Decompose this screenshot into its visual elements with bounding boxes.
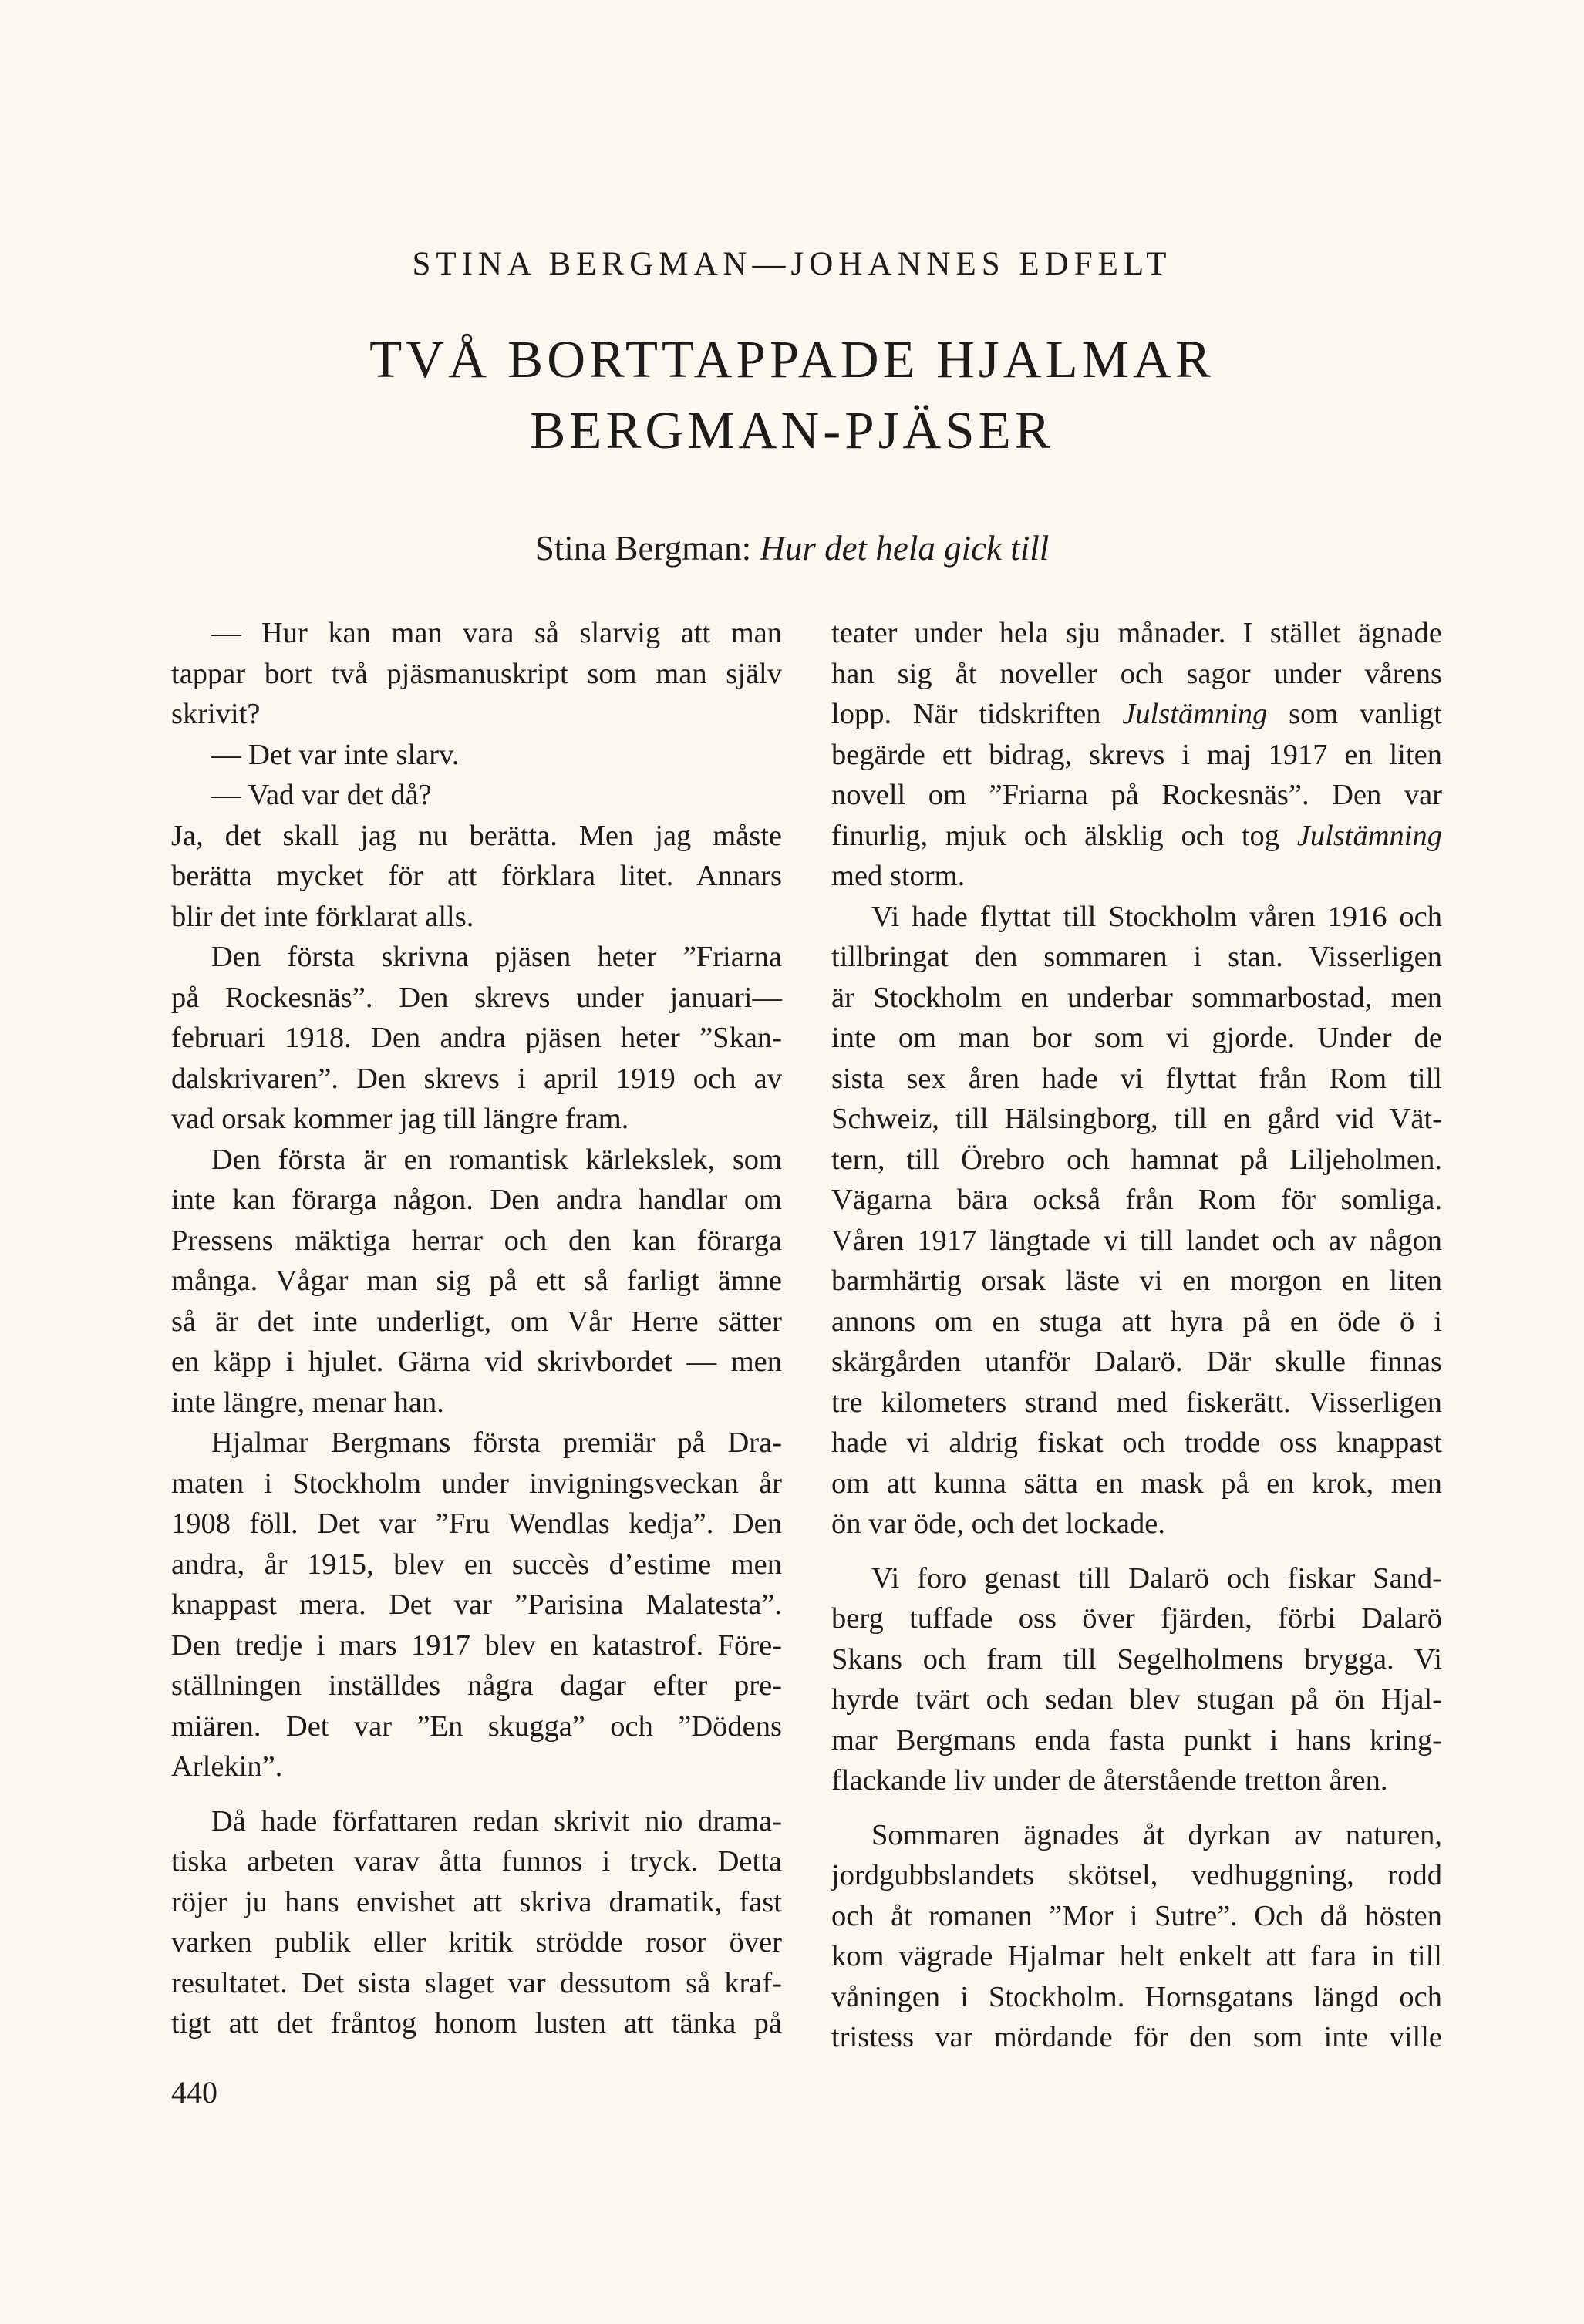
text-line: ställningen inställdes några dagar efter pre- [171,1669,782,1702]
page-number: 440 [171,2075,217,2110]
text-line: med storm. [831,860,966,892]
italic-title: Julstämning [1122,698,1268,730]
text-line: Då hade författaren redan skrivit nio drama- [211,1804,782,1837]
text-line: Den tredje i mars 1917 blev en katastrof. Före- [171,1628,782,1662]
italic-title: Julstämning [1296,819,1442,852]
text-line: skrivit? [171,698,261,730]
authors-heading: STINA BERGMAN—JOHANNES EDFELT [412,246,1172,282]
text-line: hyrde tvärt och sedan blev stugan på ön Hjal- [831,1683,1442,1716]
text-line: skärgården utanför Dalarö. Där skulle finnas [831,1346,1442,1378]
text-line: tiska arbeten varav åtta funnos i tryck. Detta [171,1845,782,1878]
text-line: så är det inte underligt, om Vår Herre sätter [171,1305,782,1338]
text-line: lopp. När tidskriften Julstämning som vanligt [831,698,1443,730]
text-line: annons om en stuga att hyra på en öde ö i [831,1305,1442,1338]
text-line: Schweiz, till Hälsingborg, till en gård vid Vät- [831,1103,1442,1135]
text-line: Våren 1917 längtade vi till landet och av någon [831,1224,1442,1257]
paragraph [171,937,782,1140]
text-line: på Rockesnäs”. Den skrevs under januari— [171,981,782,1014]
text-line: Vi foro genast till Dalarö och fiskar Sand- [871,1561,1442,1595]
text-line: resultatet. Det sista slaget var dessutom så kraf- [171,1966,782,1999]
paragraph [831,1815,1442,2058]
text-line: inte om man bor som vi gjorde. Under de [831,1022,1442,1054]
title-line-2: BERGMAN-PJÄSER [530,401,1054,460]
text-line: tern, till Örebro och hamnat på Liljeholmen. [831,1143,1442,1176]
right-column [831,613,1442,2058]
text-line: Sommaren ägnades åt dyrkan av naturen, [871,1818,1442,1851]
text-line: en käpp i hjulet. Gärna vid skrivbordet — men [171,1346,782,1378]
paragraph [171,816,782,938]
text-line: hade vi aldrig fiskat och trodde oss knappast [831,1426,1442,1459]
text-line: — Vad var det då? [211,779,432,811]
text-line: inte kan förarga någon. Den andra handlar om [171,1184,782,1216]
text-line: röjer ju hans envishet att skriva dramatik, fast [171,1885,782,1918]
subtitle-author: Stina Bergman: [534,529,752,568]
subtitle-italic: Hur det hela gick till [760,529,1050,568]
text-line: blir det inte förklarat alls. [171,900,474,933]
text-line: februari 1918. Den andra pjäsen heter ”Skan- [171,1022,782,1054]
text-line: kom vägrade Hjalmar helt enkelt att fara in till [831,1940,1442,1972]
text-line: berätta mycket för att förklara litet. Annars [171,860,782,892]
text-line: tristess var mördande för den som inte ville [831,2021,1442,2053]
text-line: Ja, det skall jag nu berätta. Men jag måste [171,819,782,852]
text-line: Pressens mäktiga herrar och den kan förarga [171,1224,782,1257]
paragraph [831,1558,1442,1801]
text-line: Skans och fram till Segelholmens brygga. Vi [831,1642,1442,1676]
text-line: — Hur kan man vara så slarvig att man [211,617,782,649]
text-line: Hjalmar Bergmans första premiär på Dra- [211,1426,782,1459]
paragraph [831,613,1442,897]
text-line: berg tuffade oss över fjärden, förbi Dalarö [831,1602,1442,1635]
text-line: begärde ett bidrag, skrevs i maj 1917 en liten [831,738,1442,771]
text-line: Vägarna bära också från Rom för somliga. [831,1184,1442,1216]
text-line: 1908 föll. Det var ”Fru Wendlas kedja”. Den [171,1507,782,1540]
text-line: om att kunna sätta en mask på en krok, men [831,1467,1442,1500]
text-line: knappast mera. Det var ”Parisina Malatesta”. [171,1588,782,1621]
text-line: tigt att det fråntog honom lusten att tänka på [171,2007,782,2039]
article-title [0,324,1584,466]
text-line: dalskrivaren”. Den skrevs i april 1919 och av [171,1062,782,1095]
text-line: han sig åt noveller och sagor under vårens [831,657,1442,690]
text-line: Den första är en romantisk kärlekslek, som [211,1143,782,1176]
text-line: och åt romanen ”Mor i Sutre”. Och då hösten [831,1899,1442,1932]
text-line: miären. Det var ”En skugga” och ”Dödens [171,1709,782,1743]
text-line: tre kilometers strand med fiskerätt. Visserligen [831,1386,1442,1419]
text-line: flackande liv under de återstående tretton åren. [831,1764,1388,1797]
text-line: många. Vågar man sig på ett så farligt ämne [171,1265,782,1297]
text-line: barmhärtig orsak läste vi en morgon en liten [831,1265,1442,1297]
text-line: jordgubbslandets skötsel, vedhuggning, rodd [831,1859,1442,1891]
text-line: ön var öde, och det lockade. [831,1507,1165,1540]
section-subtitle [0,528,1584,568]
text-line: Arlekin”. [171,1750,283,1783]
paragraph [171,613,782,735]
text-line: teater under hela sju månader. I stället ägnade [831,617,1442,649]
text-line: Vi hade flyttat till Stockholm våren 1916 och [871,900,1442,933]
text-line: — Det var inte slarv. [211,738,460,771]
text-line: novell om ”Friarna på Rockesnäs”. Den var [831,779,1442,811]
text-line: varken publik eller kritik strödde rosor över [171,1926,782,1959]
text-line: tillbringat den sommaren i stan. Visserligen [831,941,1442,973]
paragraph [171,1423,782,1787]
paragraph [171,1801,782,2044]
paragraph [171,1140,782,1423]
text-line: tappar bort två pjäsmanuskript som man själv [171,657,782,690]
text-line: mar Bergmans enda fasta punkt i hans kring- [831,1723,1442,1756]
paragraph [171,735,782,776]
text-line: finurlig, mjuk och älsklig och tog Julstämning [831,819,1442,852]
paragraph [831,897,1442,1544]
left-column [171,613,782,2044]
paragraph [171,775,782,816]
text-line: våningen i Stockholm. Hornsgatans längd och [831,1980,1442,2013]
text-line: är Stockholm en underbar sommarbostad, men [831,981,1442,1014]
text-line: Den första skrivna pjäsen heter ”Friarna [211,941,782,973]
text-line: maten i Stockholm under invigningsveckan år [171,1467,782,1500]
text-line: sista sex åren hade vi flyttat från Rom till [831,1062,1442,1095]
title-line-1: TVÅ BORTTAPPADE HJALMAR [369,330,1215,389]
text-line: andra, år 1915, blev en succès d’estime men [171,1548,782,1581]
text-line: inte längre, menar han. [171,1386,444,1419]
text-line: vad orsak kommer jag till längre fram. [171,1103,629,1135]
